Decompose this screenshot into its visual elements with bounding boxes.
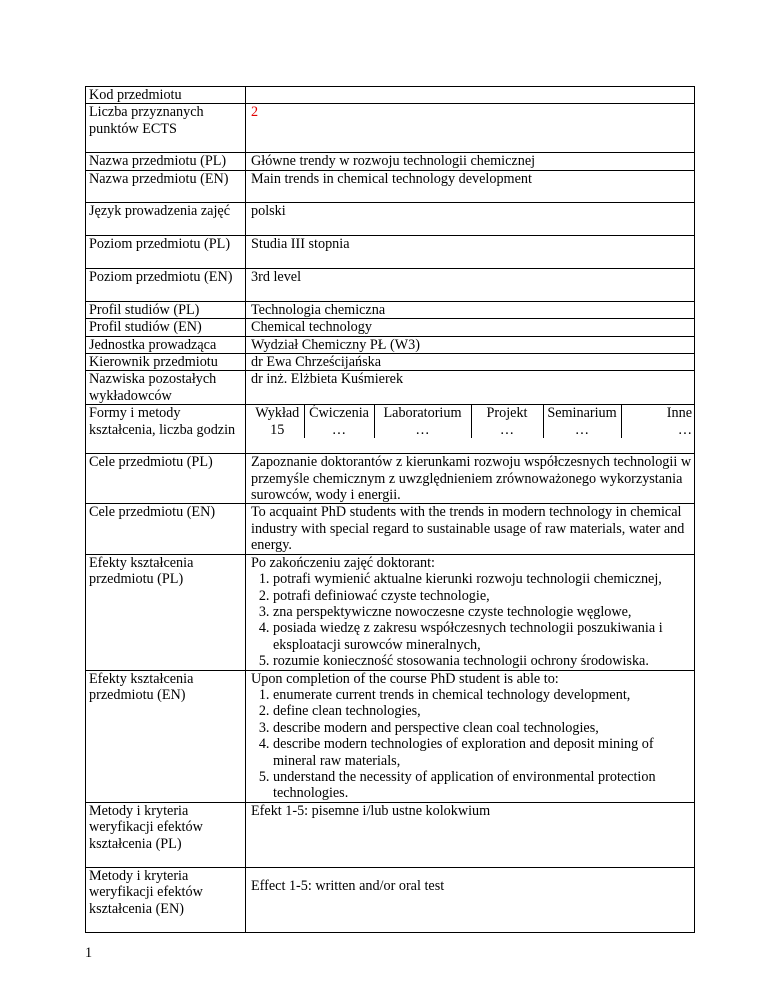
list-item: 1. enumerate current trends in chemical technology development, bbox=[273, 687, 692, 703]
label-level-en: Poziom przedmiotu (EN) bbox=[86, 268, 246, 301]
value-outcomes-pl bbox=[246, 554, 695, 670]
form-other-name: Inne bbox=[666, 405, 692, 422]
value-level-en: 3rd level bbox=[246, 268, 695, 301]
value-name-pl: Główne trendy w rozwoju technologii chemicznej bbox=[246, 153, 695, 170]
label-profile-en: Profil studiów (EN) bbox=[86, 319, 246, 336]
label-forms: Formy i metody kształcenia, liczba godzin bbox=[86, 405, 246, 454]
label-verification-pl: Metody i kryteria weryfikacji efektów kształcenia (PL) bbox=[86, 802, 246, 867]
label-outcomes-en: Efekty kształcenia przedmiotu (EN) bbox=[86, 670, 246, 802]
label-lecturers: Nazwiska pozostałych wykładowców bbox=[86, 371, 246, 405]
label-name-pl: Nazwa przedmiotu (PL) bbox=[86, 153, 246, 170]
row-outcomes-pl bbox=[86, 554, 695, 670]
form-other-hours: … bbox=[677, 421, 692, 438]
row-profile-pl bbox=[86, 301, 695, 318]
row-coordinator bbox=[86, 354, 695, 371]
form-project-hours: … bbox=[499, 421, 515, 438]
form-seminar-hours: … bbox=[574, 421, 590, 438]
label-coordinator: Kierownik przedmiotu bbox=[86, 354, 246, 371]
label-course-code: Kod przedmiotu bbox=[86, 87, 246, 104]
label-outcomes-pl: Efekty kształcenia przedmiotu (PL) bbox=[86, 554, 246, 670]
course-table bbox=[85, 86, 695, 933]
form-laboratory-hours: … bbox=[415, 421, 430, 438]
row-name-en bbox=[86, 170, 695, 202]
form-lecture-hours: 15 bbox=[270, 421, 285, 438]
list-item: 5. rozumie konieczność stosowania technologii ochrony środowiska. bbox=[273, 653, 692, 669]
value-lecturers: dr inż. Elżbieta Kuśmierek bbox=[246, 371, 695, 405]
form-exercises-name: Ćwiczenia bbox=[309, 405, 369, 422]
form-seminar-name: Seminarium bbox=[547, 405, 617, 422]
value-level-pl: Studia III stopnia bbox=[246, 235, 695, 268]
list-item: 5. understand the necessity of application of environmental protection technologies. bbox=[273, 769, 692, 802]
value-goals-pl: Zapoznanie doktorantów z kierunkami rozwoju współczesnych technologii w przemyśle chemicznym z uwzględnieniem zrównoważonego wykorzystania surowców, wody i energii. bbox=[246, 454, 695, 504]
value-verification-pl: Efekt 1-5: pisemne i/lub ustne kolokwium bbox=[246, 802, 695, 867]
value-course-code bbox=[246, 87, 695, 104]
form-project bbox=[471, 405, 543, 438]
list-item: 1. potrafi wymienić aktualne kierunki rozwoju technologii chemicznej, bbox=[273, 571, 692, 587]
value-profile-pl: Technologia chemiczna bbox=[246, 301, 695, 318]
label-goals-en: Cele przedmiotu (EN) bbox=[86, 504, 246, 554]
value-outcomes-en bbox=[246, 670, 695, 802]
value-unit: Wydział Chemiczny PŁ (W3) bbox=[246, 336, 695, 353]
row-course-code bbox=[86, 87, 695, 104]
list-item: 2. potrafi definiować czyste technologie, bbox=[273, 588, 692, 604]
outcomes-pl-list bbox=[251, 571, 692, 669]
form-exercises-hours: … bbox=[331, 421, 347, 438]
row-goals-en bbox=[86, 504, 695, 554]
list-item: 4. posiada wiedzę z zakresu współczesnych technologii poszukiwania i eksploatacji surowców mineralnych, bbox=[273, 620, 692, 653]
row-ects bbox=[86, 104, 695, 153]
form-laboratory-name: Laboratorium bbox=[383, 405, 462, 422]
form-seminar bbox=[543, 405, 621, 438]
value-name-en: Main trends in chemical technology development bbox=[246, 170, 695, 202]
row-language bbox=[86, 202, 695, 235]
value-profile-en: Chemical technology bbox=[246, 319, 695, 336]
form-other bbox=[621, 405, 692, 438]
outcomes-en-list bbox=[251, 687, 692, 802]
row-name-pl bbox=[86, 153, 695, 170]
form-lecture bbox=[251, 405, 304, 438]
row-lecturers bbox=[86, 371, 695, 405]
row-level-en bbox=[86, 268, 695, 301]
value-verification-en: Effect 1-5: written and/or oral test bbox=[246, 867, 695, 932]
label-level-pl: Poziom przedmiotu (PL) bbox=[86, 235, 246, 268]
label-name-en: Nazwa przedmiotu (EN) bbox=[86, 170, 246, 202]
label-ects: Liczba przyznanych punktów ECTS bbox=[86, 104, 246, 153]
label-verification-en: Metody i kryteria weryfikacji efektów kształcenia (EN) bbox=[86, 867, 246, 932]
form-project-name: Projekt bbox=[486, 405, 528, 422]
row-profile-en bbox=[86, 319, 695, 336]
value-forms bbox=[246, 405, 695, 454]
form-laboratory bbox=[374, 405, 471, 438]
list-item: 2. define clean technologies, bbox=[273, 703, 692, 719]
row-verification-pl bbox=[86, 802, 695, 867]
label-unit: Jednostka prowadząca bbox=[86, 336, 246, 353]
label-language: Język prowadzenia zajęć bbox=[86, 202, 246, 235]
list-item: 3. zna perspektywiczne nowoczesne czyste technologie węglowe, bbox=[273, 604, 692, 620]
row-outcomes-en bbox=[86, 670, 695, 802]
row-forms bbox=[86, 405, 695, 454]
outcomes-en-intro: Upon completion of the course PhD student is able to: bbox=[251, 670, 559, 687]
row-level-pl bbox=[86, 235, 695, 268]
form-lecture-name: Wykład bbox=[255, 405, 300, 422]
value-language: polski bbox=[246, 202, 695, 235]
row-goals-pl bbox=[86, 454, 695, 504]
list-item: 4. describe modern technologies of exploration and deposit mining of mineral raw materials, bbox=[273, 736, 692, 769]
form-exercises bbox=[304, 405, 374, 438]
value-ects: 2 bbox=[246, 104, 695, 153]
forms-table bbox=[251, 405, 692, 438]
label-goals-pl: Cele przedmiotu (PL) bbox=[86, 454, 246, 504]
row-verification-en bbox=[86, 867, 695, 932]
page-number: 1 bbox=[85, 945, 93, 961]
list-item: 3. describe modern and perspective clean coal technologies, bbox=[273, 720, 692, 736]
row-unit bbox=[86, 336, 695, 353]
outcomes-pl-intro: Po zakończeniu zajęć doktorant: bbox=[251, 554, 435, 571]
label-profile-pl: Profil studiów (PL) bbox=[86, 301, 246, 318]
value-coordinator: dr Ewa Chrześcijańska bbox=[246, 354, 695, 371]
value-goals-en: To acquaint PhD students with the trends in modern technology in chemical industry with special regard to sustainable usage of raw materials, water and energy. bbox=[246, 504, 695, 554]
